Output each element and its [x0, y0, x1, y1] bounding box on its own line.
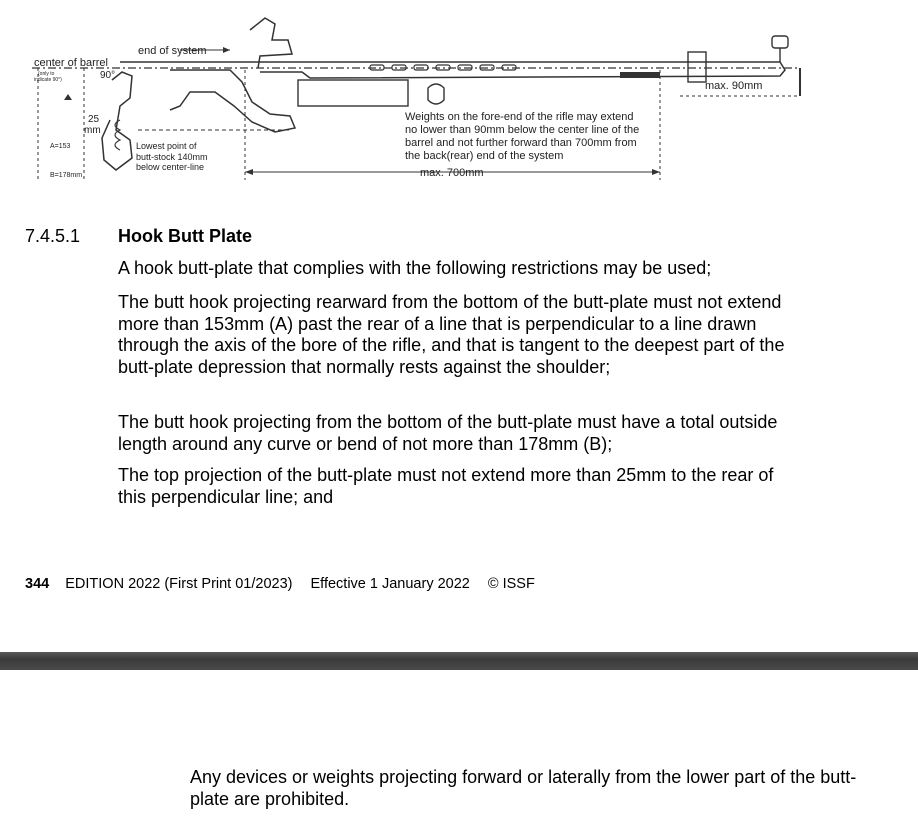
- next-page-paragraph: Any devices or weights projecting forward or laterally from the lower part of the butt-plate are prohibited.: [190, 767, 857, 809]
- effective-text: Effective 1 January 2022: [310, 576, 470, 592]
- max-90-label: max. 90mm: [705, 80, 763, 92]
- dim-b-label: B=178mm: [50, 172, 83, 179]
- indicate-90-label: indicate 90°): [34, 77, 62, 83]
- copyright-text: © ISSF: [487, 576, 535, 592]
- paragraph-1: A hook butt-plate that complies with the following restrictions may be used;: [118, 258, 712, 278]
- end-of-system-label: end of system: [138, 45, 207, 57]
- dim-mm-label: mm: [84, 125, 101, 136]
- angle-90-label: 90°: [100, 70, 116, 81]
- paragraph-4: The top projection of the butt-plate must not extend more than 25mm to the rear of this perpendicular line; and: [118, 465, 774, 507]
- weights-note-line2: no lower than 90mm below the center line of the: [405, 124, 640, 136]
- paragraph-2: The butt hook projecting rearward from the bottom of the butt-plate must not extend more than 153mm (A) past the rear of a line that is perpendicular to a line drawn through the axis of the bore of the rifle, and that is tangent to the deepest part of the butt-plate depression that normally rests against the shoulder;: [118, 292, 785, 377]
- page-divider: [0, 652, 918, 670]
- lowest-point-line1: Lowest point of: [136, 141, 197, 151]
- weights-note-line3: barrel and not further forward than 700mm from: [405, 137, 637, 149]
- weights-note-line4: the back(rear) end of the system: [405, 150, 564, 162]
- rifle-diagram: [20, 10, 810, 190]
- section-title: Hook Butt Plate: [118, 226, 253, 246]
- dim-a-label: A=153: [50, 143, 71, 150]
- edition-text: EDITION 2022 (First Print 01/2023): [65, 576, 293, 592]
- lowest-point-line3: below center-line: [136, 162, 205, 172]
- max-700-label: max. 700mm: [420, 167, 484, 179]
- dim-25-label: 25: [88, 114, 100, 125]
- lowest-point-line2: butt-stock 140mm: [136, 152, 208, 162]
- paragraph-3: The butt hook projecting from the bottom of the butt-plate must have a total outside length around any curve or bend of not more than 178mm (B);: [118, 412, 778, 454]
- only-to-label: (only to: [38, 71, 55, 77]
- section-number: 7.4.5.1: [25, 226, 81, 246]
- page-footer: [25, 576, 535, 592]
- center-of-barrel-label: center of barrel: [34, 57, 108, 69]
- page-number: 344: [25, 576, 50, 592]
- weights-note-line1: Weights on the fore-end of the rifle may extend: [405, 111, 634, 123]
